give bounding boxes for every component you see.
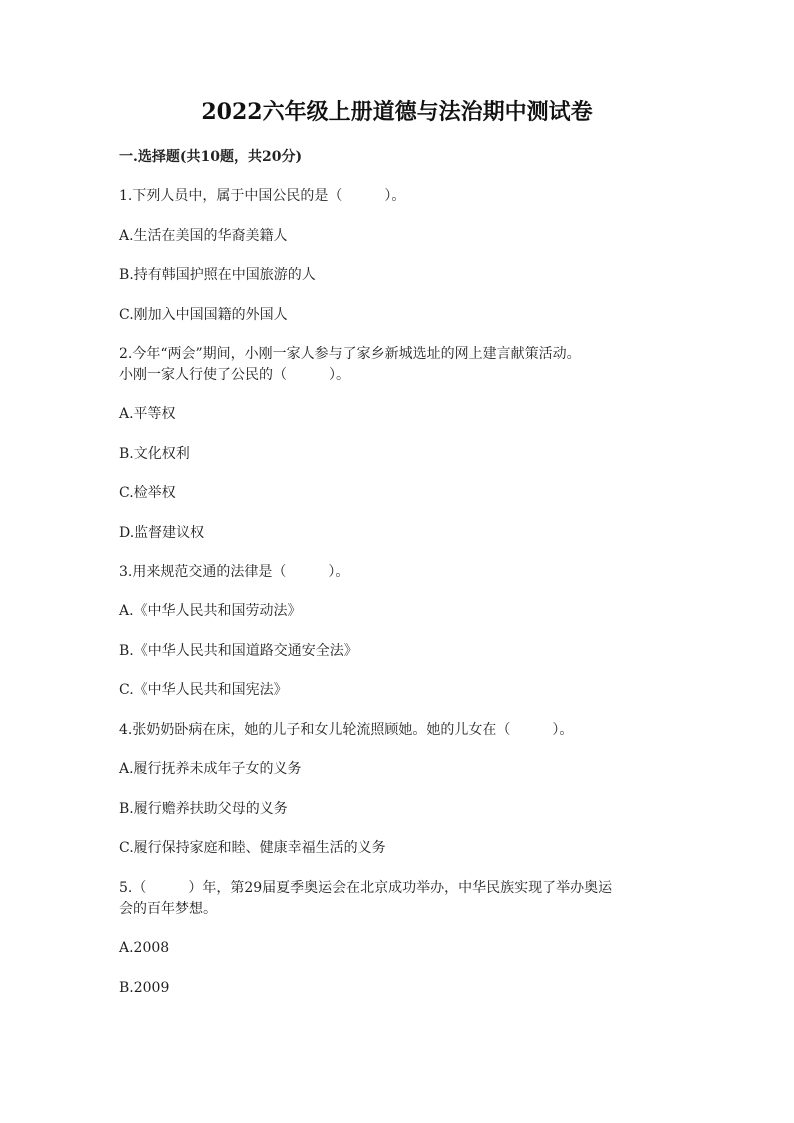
question-5-option-b: B.2009 xyxy=(119,980,170,996)
question-4-option-c: C.履行保持家庭和睦、健康幸福生活的义务 xyxy=(119,840,386,856)
question-5-option-a: A.2008 xyxy=(119,940,170,956)
question-2-option-b: B.文化权利 xyxy=(119,446,190,462)
question-5-stem-line-2: 会的百年梦想。 xyxy=(119,901,217,917)
question-1-option-b: B.持有韩国护照在中国旅游的人 xyxy=(119,267,316,283)
question-3-option-b: B.《中华人民共和国道路交通安全法》 xyxy=(119,643,358,659)
question-4-stem: 4.张奶奶卧病在床，她的儿子和女儿轮流照顾她。她的儿女在（ ）。 xyxy=(119,722,574,738)
question-1-option-a: A.生活在美国的华裔美籍人 xyxy=(119,228,288,244)
question-3-stem: 3.用来规范交通的法律是（ ）。 xyxy=(119,564,350,580)
question-2-option-a: A.平等权 xyxy=(119,406,176,422)
question-4-option-a: A.履行抚养未成年子女的义务 xyxy=(119,761,302,777)
question-2-option-d: D.监督建议权 xyxy=(119,525,205,541)
page-title: 2022六年级上册道德与法治期中测试卷 xyxy=(201,99,593,125)
section-heading: 一.选择题(共10题，共20分) xyxy=(119,149,303,165)
question-2-stem-line-1: 2.今年“两会”期间，小刚一家人参与了家乡新城选址的网上建言献策活动。 xyxy=(119,346,581,362)
question-1-option-c: C.刚加入中国国籍的外国人 xyxy=(119,307,288,323)
question-1-stem: 1.下列人员中，属于中国公民的是（ ）。 xyxy=(119,188,406,204)
question-3-option-c: C.《中华人民共和国宪法》 xyxy=(119,682,288,698)
question-4-option-b: B.履行赡养扶助父母的义务 xyxy=(119,801,288,817)
question-2-stem-line-2: 小刚一家人行使了公民的（ ）。 xyxy=(119,367,350,383)
question-2-option-c: C.检举权 xyxy=(119,485,176,501)
question-5-stem-line-1: 5.（ ）年，第29届夏季奥运会在北京成功举办，中华民族实现了举办奥运 xyxy=(119,880,613,896)
question-3-option-a: A.《中华人民共和国劳动法》 xyxy=(119,603,302,619)
